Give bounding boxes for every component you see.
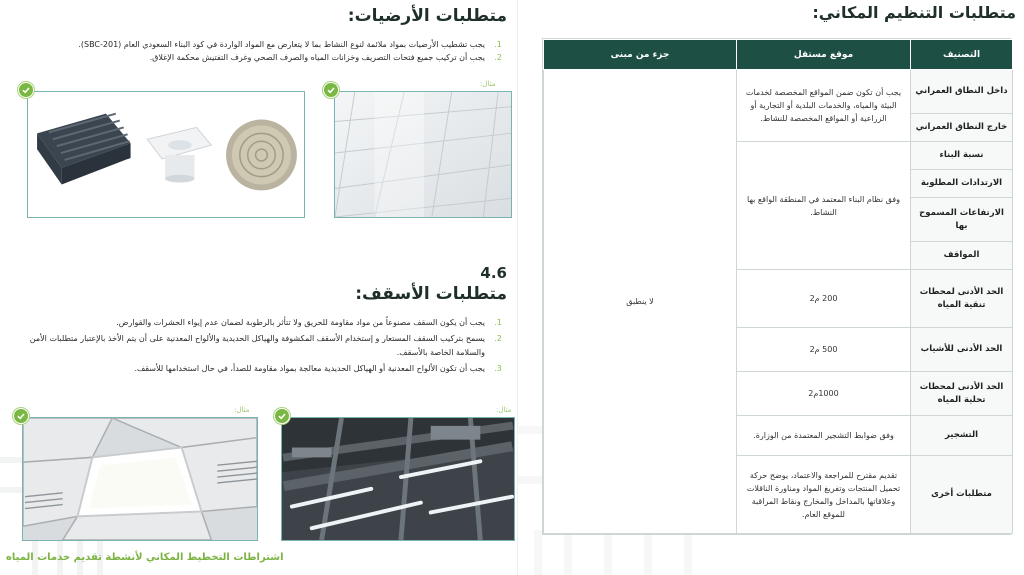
row-category: خارج النطاق العمراني: [911, 114, 1013, 142]
row-category: الارتدادات المطلوبة: [911, 170, 1013, 198]
drain-covers-image: [27, 91, 305, 218]
check-circle-icon: [18, 82, 34, 98]
list-number: 2.: [494, 334, 502, 343]
table-row: [544, 70, 1013, 114]
row-category: الحد الأدنى للأشياب: [911, 328, 1013, 372]
row-value: 1000م2: [737, 372, 911, 416]
check-circle-icon: [13, 408, 29, 424]
check-circle-icon: [323, 82, 339, 98]
list-item: [23, 362, 503, 376]
example-label: مثال:: [480, 80, 496, 88]
right-page: [517, 0, 1024, 575]
list-item: [23, 51, 503, 64]
spatial-requirements-title: متطلبات التنظيم المكاني:: [812, 3, 1016, 22]
list-number: 1.: [494, 318, 502, 327]
ceiling-requirements-list: [23, 316, 503, 378]
row-category: الحد الأدنى لمحطات تحلية المياه: [911, 372, 1013, 416]
part-of-building-value: لا ينطبق: [544, 70, 737, 534]
exposed-ceiling-ducts-image: [281, 417, 515, 541]
row-value: 200 م2: [737, 270, 911, 328]
row-value: يجب أن تكون ضمن المواقع المخصصة لخدمات البيئة والمياه، والخدمات البلدية أو التجارية أو الزراعية أو المواقع المخصصة للنشاط.: [737, 70, 911, 142]
list-number: 3.: [494, 364, 502, 373]
header-part-of-building: جزء من مبنى: [544, 40, 737, 70]
floor-requirements-title: متطلبات الأرضيات:: [347, 6, 507, 26]
list-number: 1.: [494, 40, 502, 49]
list-text: يجب أن يكون السقف مصنوعاً من مواد مقاومة للحريق ولا تتأثر بالرطوبة لضمان عدم إيواء الحشرات والقوارض.: [116, 318, 485, 327]
example-label: مثال:: [496, 406, 512, 414]
check-circle-icon: [274, 408, 290, 424]
requirements-table-grid: [543, 39, 1013, 534]
header-standalone: موقع مستقل: [737, 40, 911, 70]
list-item: [23, 38, 503, 51]
list-item: [23, 332, 503, 360]
section-number: 4.6: [480, 264, 507, 282]
row-value: وفق نظام البناء المعتمد في المنطقة الواقع بها النشاط.: [737, 142, 911, 270]
table-header-row: [544, 40, 1013, 70]
header-category: التصنيف: [911, 40, 1013, 70]
row-value: وفق ضوابط التشجير المعتمدة من الوزارة.: [737, 416, 911, 456]
requirements-table: [542, 38, 1011, 535]
row-value: تقديم مقترح للمراجعة والاعتماد، يوضح حركة تحميل المنتجات وتفريغ المواد ومناورة الناقلات وعلاقاتها بالمداخل والمخارج ونقاط المراقبة للموقع العام.: [737, 456, 911, 534]
list-text: يجب أن تركيب جميع فتحات التصريف وخزانات المياه والصرف الصحي وغرف التفتيش محكمة الإغلاق.: [149, 53, 485, 62]
list-text: يجب أن تكون الألواح المعدنية أو الهياكل الحديدية معالجة بمواد مقاومة للصدأ، في حال استخدامها للأسقف.: [134, 364, 485, 373]
example-label: مثال:: [234, 406, 250, 414]
list-text: يجب تشطيب الأرضيات بمواد ملائمة لنوع النشاط بما لا يتعارض مع المواد الواردة في كود البناء السعودي العام (SBC-201).: [78, 40, 485, 49]
row-category: الارتفاعات المسموح بها: [911, 198, 1013, 242]
row-value: 500 م2: [737, 328, 911, 372]
floor-tiles-image: [334, 91, 512, 218]
list-item: [23, 316, 503, 330]
list-number: 2.: [494, 53, 502, 62]
row-category: المواقف: [911, 242, 1013, 270]
ceiling-requirements-title: متطلبات الأسقف:: [355, 284, 507, 304]
row-category: متطلبات أخرى: [911, 456, 1013, 534]
list-text: يسمح بتركيب السقف المستعار و إستخدام الأسقف المكشوفة والهياكل الحديدية والألواح المعدنية على أن يتم الأخذ بالإعتبار متطلبات الأمن والسلامة الخاصة بالأسقف.: [29, 334, 485, 357]
row-category: التشجير: [911, 416, 1013, 456]
row-category: الحد الأدنى لمحطات تنقية المياه: [911, 270, 1013, 328]
footer-title: اشتراطات التخطيط المكاني لأنشطة تقديم خدمات المياه: [6, 552, 284, 563]
floor-requirements-list: [23, 38, 503, 64]
row-category: نسبة البناء: [911, 142, 1013, 170]
row-category: داخل النطاق العمراني: [911, 70, 1013, 114]
suspended-ceiling-image: [22, 417, 258, 541]
